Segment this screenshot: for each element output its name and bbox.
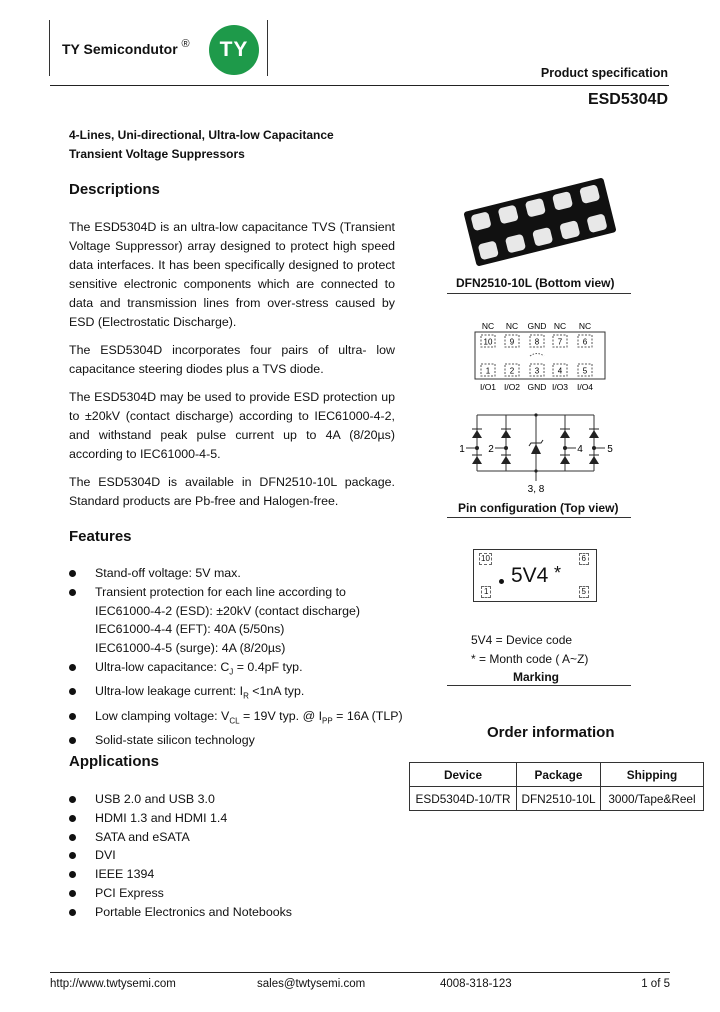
header-left-rule (49, 20, 50, 76)
top-pin-label: NC (553, 321, 567, 331)
order-cell: DFN2510-10L (517, 787, 601, 811)
feature-subline: IEC61000-4-4 (EFT): 40A (5/50ns) (95, 622, 285, 637)
bottom-pin-number: 3 (534, 366, 540, 376)
top-pin-number: 9 (509, 337, 515, 347)
circuit-pin-label: 4 (577, 444, 583, 455)
application-item: Portable Electronics and Notebooks (69, 903, 399, 922)
bullet-icon (69, 796, 76, 803)
bottom-pin-number: 5 (582, 366, 588, 376)
footer-rule (50, 972, 670, 973)
descriptions-body (69, 218, 395, 511)
marking-code: 5V4 (511, 564, 549, 587)
order-column-header: Shipping (601, 763, 704, 787)
bullet-icon (69, 834, 76, 841)
marking-pin-br: 5 (579, 586, 589, 598)
applications-heading: Applications (69, 753, 160, 770)
bullet-icon (69, 871, 76, 878)
feature-subline: IEC61000-4-5 (surge): 4A (8/20µs) (95, 641, 286, 656)
package-image (455, 175, 625, 270)
doc-title (69, 126, 334, 164)
gnd-link (530, 354, 544, 357)
top-pin-number: 7 (557, 337, 563, 347)
bottom-pin-number: 2 (509, 366, 515, 376)
title-line-2: Transient Voltage Suppressors (69, 147, 245, 161)
application-item: PCI Express (69, 884, 399, 903)
order-heading: Order information (487, 724, 615, 741)
features-list (69, 564, 409, 750)
order-column-header: Device (410, 763, 517, 787)
pinout-caption: Pin configuration (Top view) (458, 501, 619, 515)
bottom-pin-label: I/O2 (503, 382, 521, 392)
gnd-pin-label: 3, 8 (527, 484, 545, 495)
top-pin-number: 10 (483, 337, 493, 347)
top-pin-number: 6 (582, 337, 588, 347)
bottom-pin-label: GND (527, 382, 547, 392)
application-item: DVI (69, 846, 399, 865)
feature-item: Ultra-low capacitance: $C_J = 0.4pF$ typ. (69, 658, 409, 682)
bullet-icon (69, 589, 76, 596)
applications-list (69, 790, 399, 922)
company-name: TY Semicondutor ® (62, 38, 190, 57)
circuit-pin-label: 2 (488, 444, 494, 455)
description-paragraph: The ESD5304D is available in DFN2510-10L package. Standard products are Pb-free and Halogen-free. (69, 475, 395, 508)
description-paragraph: The ESD5304D incorporates four pairs of ultra- low capacitance steering diodes plus a TVS diode. (69, 343, 395, 376)
registered-mark: ® (181, 38, 190, 50)
pin-configuration (452, 318, 632, 503)
bullet-icon (69, 890, 76, 897)
application-item: USB 2.0 and USB 3.0 (69, 790, 399, 809)
marking-pin-tr: 6 (579, 553, 589, 565)
footer-page: 1 of 5 (641, 978, 670, 990)
feature-subline: IEC61000-4-2 (ESD): ±20kV (contact discharge) (95, 603, 361, 618)
marking-caption-rule (447, 685, 631, 686)
bottom-pin-label: I/O3 (551, 382, 569, 392)
bottom-pin-label: I/O4 (576, 382, 594, 392)
feature-item: Ultra-low leakage current: $I_R <1nA$ typ. (69, 682, 409, 706)
bullet-icon (69, 909, 76, 916)
header-mid-rule (267, 20, 268, 76)
order-cell: 3000/Tape&Reel (601, 787, 704, 811)
top-pin-label: GND (527, 321, 547, 331)
feature-item: Stand-off voltage: 5V max. (69, 564, 409, 583)
footer-phone: 4008-318-123 (440, 978, 512, 990)
footer-email[interactable]: sales@twtysemi.com (257, 978, 366, 990)
package-caption: DFN2510-10L (Bottom view) (456, 276, 615, 290)
logo-text: TY (219, 38, 249, 61)
feature-item: Transient protection for each line according to (69, 583, 409, 602)
top-pin-label: NC (481, 321, 495, 331)
marking-diagram (473, 549, 597, 602)
part-number: ESD5304D (587, 91, 668, 108)
doc-type: Product specification (540, 66, 668, 80)
title-line-1: 4-Lines, Uni-directional, Ultra-low Capacitance (69, 128, 334, 142)
pin1-dot-icon (499, 579, 504, 584)
application-item: IEEE 1394 (69, 865, 399, 884)
package-body (463, 177, 616, 266)
footer-website[interactable]: http://www.twtysemi.com (50, 978, 176, 990)
top-pin-number: 8 (534, 337, 540, 347)
bullet-icon (69, 713, 76, 720)
descriptions-heading: Descriptions (69, 181, 160, 198)
circuit-pin-label: 5 (607, 444, 613, 455)
bullet-icon (69, 688, 76, 695)
bullet-icon (69, 664, 76, 671)
features-heading: Features (69, 528, 132, 545)
bottom-pin-label: I/O1 (479, 382, 497, 392)
bottom-pin-number: 1 (485, 366, 491, 376)
description-paragraph: The ESD5304D is an ultra-low capacitance TVS (Transient Voltage Suppressor) array designed to protect high speed data interfaces. It has been specifically designed to protect sensitive electronic components which are connected to data and transmission lines from over-stress caused by ESD (Electrostatic Discharge). (69, 220, 395, 329)
bullet-icon (69, 815, 76, 822)
bottom-pin-number: 4 (557, 366, 563, 376)
pinout-caption-rule (447, 517, 631, 518)
table-row (410, 787, 704, 811)
marking-star: * (554, 563, 562, 583)
bullet-icon (69, 852, 76, 859)
application-item: SATA and eSATA (69, 828, 399, 847)
marking-pin-bl: 1 (481, 586, 491, 598)
feature-item: Low clamping voltage: $V_{CL} = 19V$ typ. @ $I_{PP} = 16A$ (TLP) (69, 707, 409, 731)
feature-item: Solid-state silicon technology (69, 731, 409, 750)
marking-caption: Marking (513, 670, 560, 684)
marking-legend (471, 631, 588, 669)
marking-legend-line: 5V4 = Device code (471, 633, 573, 647)
header-rule (50, 85, 669, 86)
circuit-pin-label: 1 (459, 444, 465, 455)
marking-legend-line: * = Month code ( A~Z) (471, 652, 589, 666)
marking-pin-tl: 10 (481, 554, 490, 563)
bullet-icon (69, 737, 76, 744)
order-cell: ESD5304D-10/TR (410, 787, 517, 811)
top-pin-label: NC (505, 321, 519, 331)
top-pin-label: NC (578, 321, 592, 331)
application-item: HDMI 1.3 and HDMI 1.4 (69, 809, 399, 828)
order-table-header (410, 763, 704, 787)
company-logo (209, 25, 259, 75)
description-paragraph: The ESD5304D may be used to provide ESD protection up to ±20kV (contact discharge) according to IEC61000-4-2, and withstand peak pulse current up to 4A (8/20µs) according to IEC61000-4-5. (69, 390, 395, 461)
order-column-header: Package (517, 763, 601, 787)
bullet-icon (69, 570, 76, 577)
order-table (409, 762, 704, 811)
package-caption-rule (447, 293, 631, 294)
